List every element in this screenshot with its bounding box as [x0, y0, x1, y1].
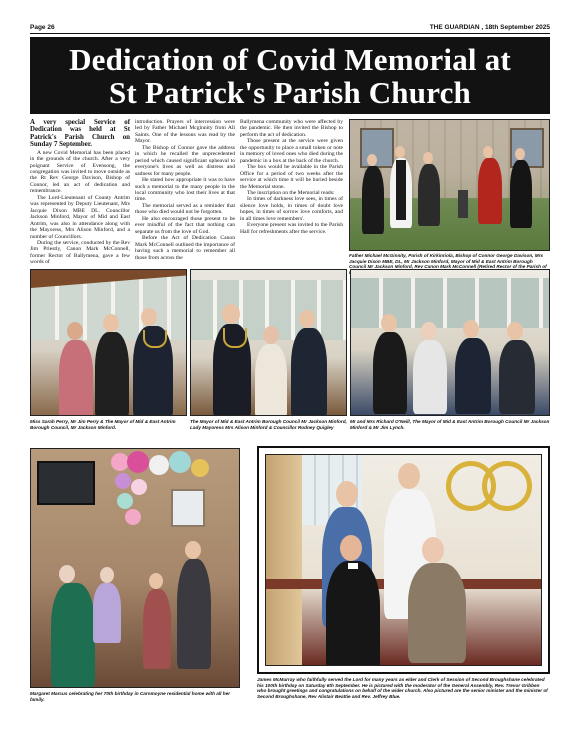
header-rule	[30, 33, 550, 34]
paragraph: Ballymena community who were affected by the pandemic. He then invited the Bishop to perform the act of dedication.	[240, 119, 343, 138]
article-column-3	[240, 119, 343, 235]
photo-a-caption: Miss Sarah Perry, Mr Jim Perry & The Mayor of Mid & East Antrim Borough Council, Mr Jackson Minford.	[30, 419, 176, 430]
paragraph: He also encouraged those present to be ever mindful of the fact that nothing can separate us from the love of God.	[135, 215, 235, 235]
paragraph: introduction. Prayers of intercession were led by Father Michael Mcginnity from All Saints. One of the lessons was read by the Mayor.	[135, 119, 235, 145]
group-photo-caption: Father Michael McGinnity, Parish of Kirkinriola, Bishop of Connor George Davison, Mrs Jacquie Dixon MBE, DL, Mr Jackson Minford, Mayor of Mid & East Antrim Borough Council Mr Jackson Minford, Rev Canon Mark McConnell (Retired Rector of the Parish of	[349, 253, 547, 270]
group-photo	[349, 119, 550, 251]
paragraph: Everyone present was invited to the Parish Hall for refreshments after the service.	[240, 222, 343, 235]
paragraph: In times of darkness love sees, in times of silence love holds, in times of doubt love hopes, in times of sorrow love comforts, and in all times love remembers'.	[240, 196, 343, 222]
paragraph: During the service, conducted by the Rev Jim Priestly, Canon Mark McConnell, former Rector of Ballymena, gave a few words of	[30, 239, 130, 266]
photo-mayor-mayoress	[190, 269, 347, 416]
paragraph: The inscription on the Memorial reads:	[247, 189, 335, 196]
paragraph: The Lord-Lieutenant of County Antrim was represented by Deputy Lieutenant, Mrs Jacquie Dixon MBE DL. Councillor Jackson Minford, Mayor of Mid and East Antrim, was also in attendance along with the Mayoress, Mrs Alison Minford, and a number of Councillors.	[30, 194, 130, 240]
photo-d-caption: Margaret Marcus celebrating her 70th birthday in Carnmoyne residential home with all her family.	[30, 691, 231, 702]
paragraph: The memorial served as a reminder that those who died would not be forgotten.	[135, 202, 235, 216]
article-lead: A very special Service of Dedication was held at St Patrick's Parish Church on Sunday 7 September.	[30, 119, 130, 149]
headline-line-2: St Patrick's Parish Church	[108, 75, 471, 110]
page-number-label: Page 26	[30, 24, 55, 31]
paragraph: He stated how appropriate it was to have such a memorial to the many people in the local community who lost their lives at that time.	[135, 177, 235, 203]
paragraph: The box would be available in the Parish Office for a period of two weeks after the service at which time it will be buried beside the Memorial stone.	[240, 164, 343, 190]
paragraph: Those present at the service were given the opportunity to place a small token or note in memory of loved ones who died during the pandemic in a box at the back of the church.	[240, 138, 343, 164]
photo-100th-birthday	[265, 454, 542, 666]
article-column-2	[135, 119, 235, 261]
photo-oneill-mayor	[350, 269, 550, 416]
photo-birthday-family	[30, 448, 240, 688]
paper-date: THE GUARDIAN , 18th September 2025	[429, 24, 550, 31]
article-column-1	[30, 119, 130, 266]
photo-perry-mayor	[30, 269, 187, 416]
photo-e-frame	[257, 446, 550, 674]
page-number: 26	[47, 24, 55, 31]
paragraph: Before the Act of Dedication Canon Mark McConnell outlined the importance of having such a memorial to remember all those from across the	[135, 235, 235, 261]
photo-b-caption: The Mayor of Mid & East Antrim Borough Council Mr Jackson Minford, Lady Mayoress Mrs Alison Minford & Councillor Rodney Quigley	[190, 419, 347, 430]
headline-line-1: Dedication of Covid Memorial at	[69, 42, 511, 77]
paragraph: The Bishop of Connor gave the address in which he recalled the unprecedented period which caused significant upheaval to everyone's lives as well as distress and sadness for many people.	[135, 144, 235, 177]
photo-c-caption: Mr and Mrs Richard O'Neill, The Mayor of Mid & East Antrim Borough Council Mr Jackson Minford & Mr Jim Lynch.	[350, 419, 550, 430]
photo-e-caption: James McMurray who faithfully served the Lord for many years as elder and Clerk of Session of Second Broughshane celebrated his 100th birthday on Saturday 6th September. He is pictured with the moderator of the General Assembly, Rev. Trevor Gribben who brought greetings and congratulations on behalf of the wider church. Also pictured are the senior minister and the minister of Second Broughshane, Rev Alistair Beattie and Rev. Jeffrey Blue.	[257, 677, 548, 699]
headline-banner	[30, 37, 550, 114]
paragraph: A new Covid Memorial has been placed in the grounds of the church. After a very poignant Service of Evensong, the congregation was invited to move outside as the Rt Rev George Davison, Bishop of Connor, led an act of dedication and remembrance.	[30, 149, 130, 195]
